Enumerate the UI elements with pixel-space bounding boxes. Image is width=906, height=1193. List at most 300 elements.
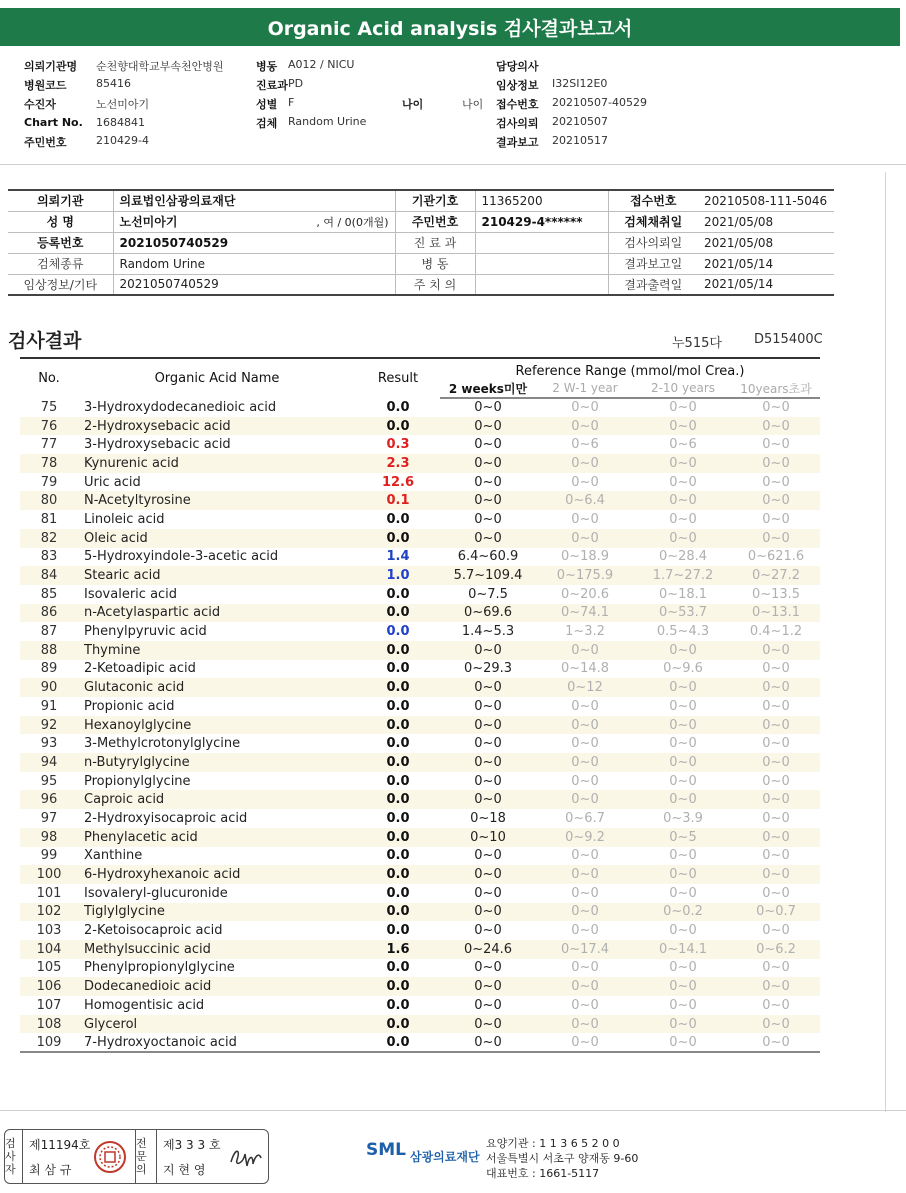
reference-range: 0~0 — [762, 979, 790, 995]
row-number: 94 — [40, 754, 58, 770]
org-name: 삼광의료재단 — [410, 1150, 480, 1164]
reference-range: 0~0 — [762, 717, 790, 733]
address-line: 서울특별시 서초구 양재동 9-60 — [486, 1152, 639, 1165]
table-row — [20, 454, 820, 473]
reference-range: 0~0 — [762, 698, 790, 714]
reference-range: 0~18.9 — [560, 549, 610, 565]
tech-name: 최 삼 규 — [29, 1163, 72, 1177]
reference-range: 0~0 — [762, 400, 790, 416]
col-header-range: 2 weeks미만 — [440, 379, 536, 398]
result-value: 1.6 — [386, 941, 410, 957]
info-label: 주 치 의 — [395, 274, 475, 295]
reference-range: 0~0 — [669, 511, 697, 527]
reference-range: 0~0 — [762, 773, 790, 789]
header-field-value: 20210507-40529 — [552, 95, 647, 109]
reference-range: 0~0 — [669, 867, 697, 883]
row-number: 103 — [36, 923, 62, 939]
reference-range: 0~0 — [669, 979, 697, 995]
result-value: 0.0 — [356, 1033, 440, 1052]
info-value: 2021/05/14 — [698, 253, 834, 274]
reference-range: 0~28.4 — [658, 549, 708, 565]
acid-name: 2-Hydroxysebacic acid — [84, 418, 231, 434]
header-field — [256, 58, 402, 74]
info-value — [475, 232, 608, 253]
acid-name: Glycerol — [84, 1016, 138, 1032]
row-number: 93 — [40, 736, 58, 752]
result-value: 0.0 — [386, 605, 410, 621]
reference-range: 0~20.6 — [560, 586, 610, 602]
reference-range: 0~0 — [669, 474, 697, 490]
table-row — [20, 641, 820, 660]
reference-range: 0~0 — [474, 867, 502, 883]
result-value: 0.0 — [386, 530, 410, 546]
header-field-value: F — [288, 95, 295, 109]
acid-name: Isovaleryl-glucuronide — [84, 885, 228, 901]
row-number: 79 — [40, 474, 58, 490]
header-field-value: 20210507 — [552, 114, 608, 128]
address-line: 대표번호 : 1661-5117 — [486, 1167, 600, 1180]
table-row — [20, 622, 820, 641]
reference-range: 0~0 — [669, 698, 697, 714]
header-field-value: 85416 — [96, 76, 131, 90]
col-header-range: 10years초과 — [732, 379, 820, 398]
reference-range: 0~0 — [474, 923, 502, 939]
reference-range: 0~0 — [762, 455, 790, 471]
row-number: 102 — [36, 904, 62, 920]
info-label: 결과보고일 — [608, 253, 698, 274]
header-divider — [0, 164, 906, 165]
row-number: 76 — [40, 418, 58, 434]
result-value: 0.0 — [386, 511, 410, 527]
reference-range: 0~0 — [669, 455, 697, 471]
table-row — [20, 790, 820, 809]
signature-box — [4, 1129, 269, 1184]
result-value: 0.0 — [386, 698, 410, 714]
acid-name: Stearic acid — [84, 568, 161, 584]
info-label: 결과출력일 — [608, 274, 698, 295]
table-row — [20, 921, 820, 940]
org-address — [486, 1136, 638, 1181]
reference-range: 0~0 — [474, 400, 502, 416]
header-field-label: 의뢰기관명 — [24, 59, 78, 73]
header-row — [24, 132, 884, 151]
info-value: 11365200 — [475, 190, 608, 211]
reference-range: 0~0 — [669, 960, 697, 976]
reference-range: 0~0 — [536, 1033, 634, 1052]
doctor-label — [135, 1130, 157, 1183]
table-row — [20, 940, 820, 959]
acid-name: 5-Hydroxyindole-3-acetic acid — [84, 549, 279, 565]
row-number: 82 — [40, 530, 58, 546]
table-row — [20, 678, 820, 697]
table-row — [20, 697, 820, 716]
acid-name: Thymine — [84, 642, 141, 658]
row-number: 81 — [40, 511, 58, 527]
reference-range: 0~13.5 — [751, 586, 801, 602]
header-field-value: 20210517 — [552, 133, 608, 147]
footer-divider — [0, 1110, 906, 1111]
acid-name: 3-Hydroxydodecanedioic acid — [84, 399, 277, 415]
reference-range: 0~0 — [762, 493, 790, 509]
header-field-label: 나이 — [402, 97, 424, 111]
acid-name: Methylsuccinic acid — [84, 941, 211, 957]
header-field-value: Random Urine — [288, 114, 367, 128]
table-row — [20, 865, 820, 884]
reference-range: 0~0 — [474, 997, 502, 1013]
reference-range: 0~0 — [762, 418, 790, 434]
reference-range: 0~0 — [762, 1016, 790, 1032]
header-row — [24, 75, 884, 94]
col-header-range: 2 W-1 year — [536, 379, 634, 398]
acid-name: Linoleic acid — [84, 511, 165, 527]
row-number: 77 — [40, 437, 58, 453]
table-row — [20, 753, 820, 772]
reference-range: 0~0 — [669, 418, 697, 434]
reference-range: 0~6 — [571, 437, 599, 453]
acid-name: 7-Hydroxyoctanoic acid — [78, 1033, 356, 1052]
reference-range: 0~0 — [762, 661, 790, 677]
header-field — [256, 115, 402, 131]
info-value: 2021050740529 — [113, 232, 395, 253]
reference-range: 0~0 — [474, 979, 502, 995]
reference-range: 0~18 — [470, 810, 506, 826]
header-field-label: 병동 — [256, 59, 278, 73]
row-number: 101 — [36, 885, 62, 901]
table-row — [20, 959, 820, 978]
reference-range: 0~0 — [474, 754, 502, 770]
reference-range: 0~0 — [571, 736, 599, 752]
reference-range: 0~0 — [571, 792, 599, 808]
acid-name: Caproic acid — [84, 792, 165, 808]
reference-range: 0~0 — [762, 736, 790, 752]
info-label: 접수번호 — [608, 190, 698, 211]
header-field-label: 검체 — [256, 116, 278, 130]
reference-range: 0~69.6 — [463, 605, 513, 621]
acid-name: Phenylpropionylglycine — [84, 960, 235, 976]
row-number: 97 — [40, 810, 58, 826]
header-row — [24, 56, 884, 75]
header-field — [256, 96, 402, 112]
table-row — [20, 529, 820, 548]
table-row — [20, 828, 820, 847]
header-field-label: 성별 — [256, 97, 278, 111]
reference-range: 0~53.7 — [658, 605, 708, 621]
header-info — [24, 56, 884, 151]
acid-name: Hexanoylglycine — [84, 717, 192, 733]
reference-range: 0~74.1 — [560, 605, 610, 621]
acid-name: N-Acetyltyrosine — [84, 493, 191, 509]
row-number: 90 — [40, 680, 58, 696]
header-field-value: 노선미아기 — [96, 97, 150, 111]
reference-range: 0~0 — [669, 736, 697, 752]
acid-name: 6-Hydroxyhexanoic acid — [84, 867, 241, 883]
address-line: 요양기관 : 1 1 3 6 5 2 0 0 — [486, 1137, 620, 1150]
info-label: 성 명 — [8, 211, 113, 232]
acid-name: Dodecanedioic acid — [84, 979, 212, 995]
row-number: 104 — [36, 941, 62, 957]
row-number: 98 — [40, 829, 58, 845]
info-label: 의뢰기관 — [8, 190, 113, 211]
result-value: 0.0 — [386, 680, 410, 696]
acid-name: n-Butyrylglycine — [84, 754, 190, 770]
result-value: 0.0 — [386, 754, 410, 770]
reference-range: 0~0 — [762, 792, 790, 808]
result-value: 0.0 — [386, 829, 410, 845]
info-value: 2021/05/08 — [698, 211, 834, 232]
tech-license: 제11194호 — [29, 1138, 91, 1152]
info-label: 검사의뢰일 — [608, 232, 698, 253]
table-row — [20, 772, 820, 791]
reference-range: 0~0 — [571, 885, 599, 901]
result-value: 0.0 — [386, 979, 410, 995]
header-field-label: 검사의뢰 — [496, 116, 539, 130]
table-row — [20, 809, 820, 828]
result-value: 0.1 — [386, 493, 410, 509]
reference-range: 0~0 — [762, 511, 790, 527]
row-number: 106 — [36, 979, 62, 995]
reference-range: 0~0 — [474, 960, 502, 976]
header-field — [24, 96, 256, 112]
acid-name: Phenylpyruvic acid — [84, 624, 207, 640]
info-label: 기관기호 — [395, 190, 475, 211]
row-number: 91 — [40, 698, 58, 714]
header-field — [496, 58, 552, 74]
col-header-range: 2-10 years — [634, 379, 732, 398]
acid-name: Glutaconic acid — [84, 680, 185, 696]
table-row — [20, 903, 820, 922]
reference-range: 0~0 — [571, 642, 599, 658]
header-field-label: 주민번호 — [24, 135, 67, 149]
result-value: 0.0 — [386, 661, 410, 677]
result-value: 0.0 — [386, 773, 410, 789]
header-field — [256, 77, 402, 93]
sml-logo: SML — [366, 1140, 406, 1160]
header-field — [496, 115, 608, 131]
col-header-no: No. — [20, 358, 78, 398]
row-number: 83 — [40, 549, 58, 565]
table-row — [20, 1033, 820, 1052]
patient-info-table — [8, 189, 834, 296]
info-label: 등록번호 — [8, 232, 113, 253]
row-number: 75 — [40, 399, 58, 415]
acid-name: 3-Methylcrotonylglycine — [84, 736, 241, 752]
reference-range: 0~18.1 — [658, 586, 708, 602]
reference-range: 6.4~60.9 — [457, 549, 519, 565]
result-value: 0.0 — [386, 885, 410, 901]
reference-range: 0~0 — [762, 754, 790, 770]
info-label: 주민번호 — [395, 211, 475, 232]
acid-name: 2-Ketoadipic acid — [84, 661, 196, 677]
header-field-label: Chart No. — [24, 116, 83, 129]
info-label: 검체채취일 — [608, 211, 698, 232]
reference-range: 0~0 — [762, 829, 790, 845]
reference-range: 0~0 — [474, 885, 502, 901]
row-number: 95 — [40, 773, 58, 789]
report-title: Organic Acid analysis 검사결과보고서 — [0, 8, 900, 46]
row-number: 109 — [20, 1033, 78, 1052]
reference-range: 0~0 — [571, 717, 599, 733]
reference-range: 0~24.6 — [463, 941, 513, 957]
reference-range: 0~0 — [669, 642, 697, 658]
reference-range: 0~0 — [474, 437, 502, 453]
reference-range: 0~0 — [634, 1033, 732, 1052]
reference-range: 0~0 — [571, 474, 599, 490]
info-value: 노선미아기 — [113, 211, 293, 232]
reference-range: 0~0 — [474, 474, 502, 490]
reference-range: 0~0 — [474, 792, 502, 808]
acid-name: Propionylglycine — [84, 773, 191, 789]
vertical-label: 검사자 — [5, 1137, 16, 1176]
reference-range: 0~29.3 — [463, 661, 513, 677]
table-row — [20, 847, 820, 866]
reference-range: 0~0 — [669, 792, 697, 808]
result-value: 0.0 — [386, 736, 410, 752]
header-field-value: PD — [288, 76, 304, 90]
table-row — [20, 510, 820, 529]
reference-range: 0~0 — [571, 530, 599, 546]
result-value: 1.4 — [386, 549, 410, 565]
row-number: 107 — [36, 997, 62, 1013]
reference-range: 0~0 — [440, 1033, 536, 1052]
row-number: 84 — [40, 568, 58, 584]
seal-stamp — [93, 1140, 127, 1174]
reference-range: 0~0 — [474, 1016, 502, 1032]
row-number: 99 — [40, 848, 58, 864]
reference-range: 0~9.6 — [663, 661, 703, 677]
section-code: 누515다 — [672, 336, 722, 351]
acid-name: Oleic acid — [84, 530, 148, 546]
row-number: 86 — [40, 605, 58, 621]
row-number: 89 — [40, 661, 58, 677]
row-number: 100 — [36, 867, 62, 883]
section-code: D515400C — [754, 332, 823, 347]
result-value: 0.3 — [386, 437, 410, 453]
info-value: , 여 / 0(0개월) — [293, 211, 395, 232]
reference-range: 0~0 — [474, 736, 502, 752]
table-row — [20, 473, 820, 492]
result-value: 12.6 — [381, 474, 415, 490]
header-field-value: I32SI12E0 — [552, 76, 608, 90]
row-number: 96 — [40, 792, 58, 808]
header-field-value: 1684841 — [96, 116, 145, 129]
reference-range: 0.5~4.3 — [656, 624, 710, 640]
acid-name: 3-Hydroxysebacic acid — [84, 437, 231, 453]
reference-range: 0~0 — [474, 530, 502, 546]
header-field-value: 나이 — [462, 97, 484, 111]
reference-range: 0~0 — [474, 904, 502, 920]
col-header-reference: Reference Range (mmol/mol Crea.) — [440, 358, 820, 379]
result-value: 0.0 — [386, 717, 410, 733]
reference-range: 0~0 — [571, 848, 599, 864]
reference-range: 0~0 — [474, 680, 502, 696]
table-row — [20, 417, 820, 436]
reference-range: 0~0 — [669, 848, 697, 864]
result-value: 0.0 — [386, 586, 410, 602]
acid-name: 2-Hydroxyisocaproic acid — [84, 810, 248, 826]
reference-range: 1.4~5.3 — [461, 624, 515, 640]
reference-range: 0~0.7 — [756, 904, 796, 920]
result-value: 0.0 — [386, 997, 410, 1013]
header-field-value: 210429-4 — [96, 133, 149, 147]
header-field-label: 병원코드 — [24, 78, 67, 92]
reference-range: 0~0 — [571, 904, 599, 920]
header-field-label: 진료과 — [256, 78, 288, 92]
info-label: 검체종류 — [8, 253, 113, 274]
reference-range: 0~0 — [474, 642, 502, 658]
info-value — [475, 253, 608, 274]
reference-range: 0~14.8 — [560, 661, 610, 677]
info-value: 의료법인삼광의료재단 — [113, 190, 395, 211]
reference-range: 0~9.2 — [565, 829, 605, 845]
info-label: 진 료 과 — [395, 232, 475, 253]
result-value: 1.0 — [386, 568, 410, 584]
result-value: 0.0 — [386, 399, 410, 415]
reference-range: 0~0 — [474, 717, 502, 733]
result-value: 0.0 — [386, 1016, 410, 1032]
reference-range: 0~0 — [762, 642, 790, 658]
doctor-license: 제3 3 3 호 — [163, 1138, 221, 1152]
header-field — [496, 77, 607, 93]
reference-range: 0~0 — [669, 400, 697, 416]
info-value: 20210508-111-5046 — [698, 190, 834, 211]
table-row — [20, 398, 820, 417]
reference-range: 0~0 — [762, 867, 790, 883]
reference-range: 0~0 — [669, 530, 697, 546]
reference-range: 0~10 — [470, 829, 506, 845]
vertical-label: 전문의 — [136, 1137, 147, 1176]
reference-range: 0~0 — [571, 960, 599, 976]
reference-range: 0~0 — [474, 418, 502, 434]
result-value: 0.0 — [386, 848, 410, 864]
acid-name: Homogentisic acid — [84, 997, 205, 1013]
reference-range: 0~0 — [669, 1016, 697, 1032]
reference-range: 0~0 — [474, 511, 502, 527]
info-value: Random Urine — [113, 253, 395, 274]
reference-range: 1.7~27.2 — [652, 568, 714, 584]
tech-label — [5, 1130, 23, 1183]
reference-range: 0~6 — [669, 437, 697, 453]
header-field — [24, 134, 256, 150]
reference-range: 0~27.2 — [751, 568, 801, 584]
header-row — [24, 94, 884, 113]
acid-name: 2-Ketoisocaproic acid — [84, 923, 223, 939]
reference-range: 0~0 — [762, 960, 790, 976]
result-value: 0.0 — [386, 867, 410, 883]
acid-name: Kynurenic acid — [84, 455, 179, 471]
row-number: 87 — [40, 624, 58, 640]
header-field-label: 결과보고 — [496, 135, 539, 149]
acid-name: Phenylacetic acid — [84, 829, 198, 845]
reference-range: 0~0 — [762, 848, 790, 864]
reference-range: 0~0.2 — [663, 904, 703, 920]
table-row — [20, 996, 820, 1015]
reference-range: 0~0 — [762, 437, 790, 453]
reference-range: 0~3.9 — [663, 810, 703, 826]
reference-range: 0~17.4 — [560, 941, 610, 957]
result-value: 0.0 — [386, 960, 410, 976]
info-value: 210429-4****** — [475, 211, 608, 232]
section-title: 검사결과 — [8, 330, 82, 352]
header-field-value: A012 / NICU — [288, 57, 355, 71]
reference-range: 0~0 — [669, 773, 697, 789]
reference-range: 0~0 — [474, 698, 502, 714]
row-number: 105 — [36, 960, 62, 976]
reference-range: 0~0 — [474, 493, 502, 509]
results-table — [20, 357, 820, 1053]
acid-name: Isovaleric acid — [84, 586, 178, 602]
reference-range: 0~621.6 — [747, 549, 805, 565]
reference-range: 0~0 — [762, 530, 790, 546]
